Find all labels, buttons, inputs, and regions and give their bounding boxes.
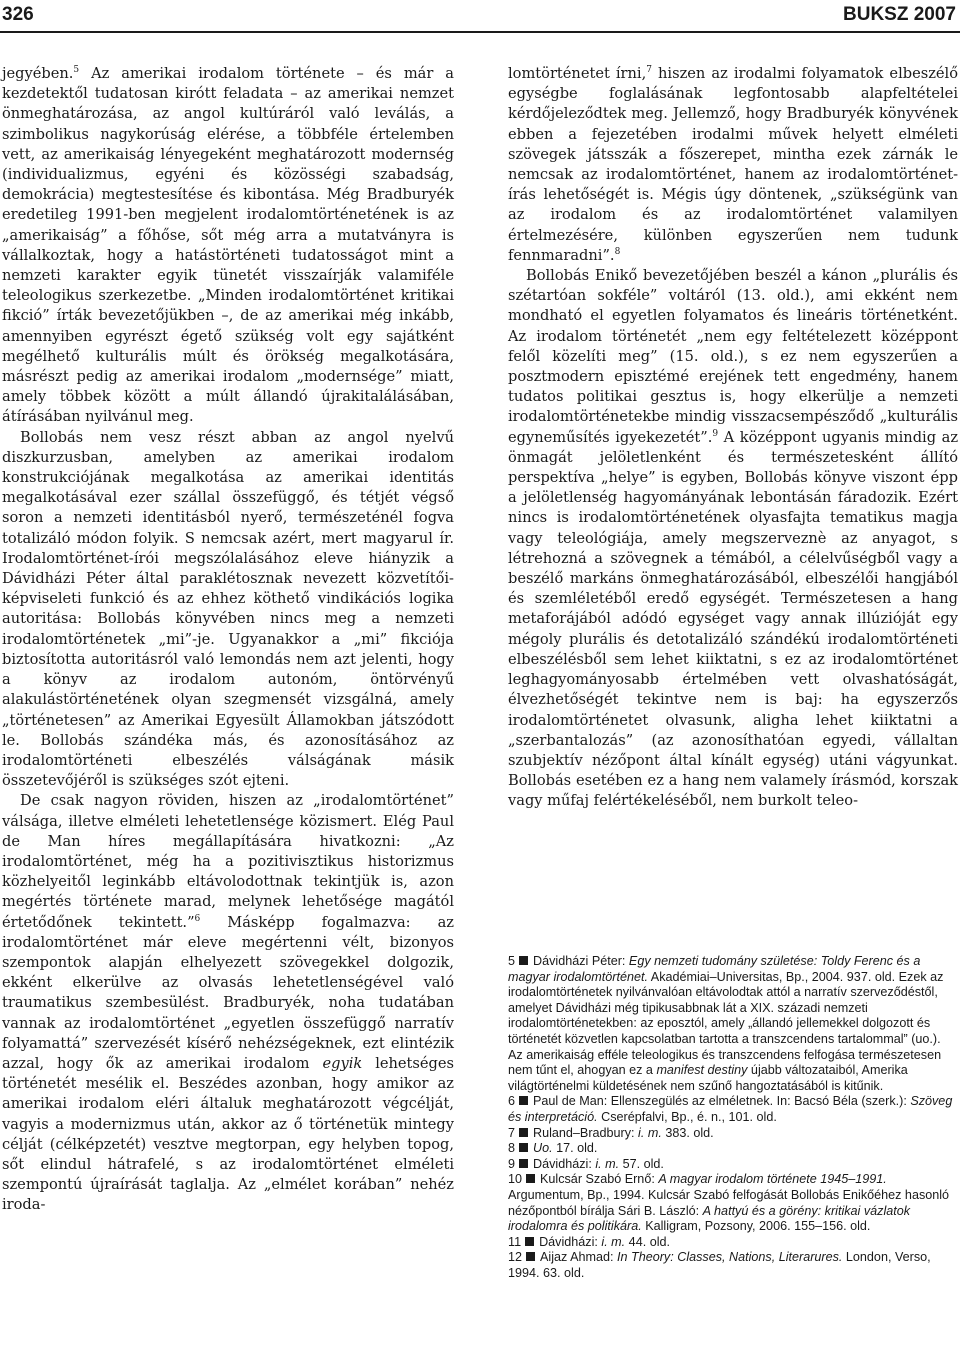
footnote-number: 9 bbox=[508, 1156, 516, 1171]
journal-title: BUKSZ 2007 bbox=[843, 4, 956, 25]
body-paragraph: jegyében.$^5$ Az amerikai irodalom története – és már a kezdetektől tudatosan kirótt feladata – az amerikai nemzet önmeghatározása, az angol kultúráról való leválás, a szimbolikus nagykorúság elérése, a többféle értelemben vett, az amerikaiság lényegeként meghatározott modernség (individualizmus, egyéni és közösségi szabadság, demokrácia) megtestesítése és kibontása. Még Bradburyék eredetileg 1991-ben megjelent irodalomtörténetének is az „amerikaiság” a főhőse, sőt még arra a mutatványra is vállalkoztak, hogy a hatástörténeti tudatosságot mint a nemzeti karakter egyik tünetét visszaírják valamiféle teleologikus szerkezetbe. „Minden irodalomtörténet kritikai fikció” írták bevezetőjükben –, de az amerikai még inkább, amennyiben egyrészt égető szükség volt egy sajátként megélhető kulturális múlt és örökség megalkotására, másrészt pedig az amerikai irodalom „modernsége” miatt, amely többek között a múlt állandó újrakitalálásában, átírásában nyilvánul meg. bbox=[2, 65, 454, 426]
square-bullet-icon bbox=[519, 1159, 528, 1168]
square-bullet-icon bbox=[526, 1174, 535, 1183]
footnote-text: Ruland–Bradbury: i. m. 383. old. bbox=[533, 1125, 714, 1140]
footnote bbox=[508, 1250, 958, 1281]
body-paragraph: Bollobás nem vesz részt abban az angol nyelvű diszkurzusban, amelyben az amerikai irodalom konstrukciójának megalkotása az amerikai identitás megalkotásával ezer szállal összefüggő, és tétjét végső soron a nemzeti identitásból nyerő, természeténél fogva totalizáló módon folyik. S nemcsak azért, mert magyarul ír. Irodalomtörténet-írói megszólalásához eleve hiányzik a Dávidházi Péter által paraklétosznak nevezett közvetítői-képviseleti funkció és az ehhez köthető vindikációs logika autoritása: Bollobás könyvében nincs meg a nemzeti irodalomtörténetek „mi”-je. Ugyanakkor a „mi” fikciója biztosította autoritásról való lemondás nem azt jelenti, hogy a könyv az irodalom autonóm, öntörvényű alakulástörténetének olyan szegmensét vizsgálná, amely „történetesen” az Amerikai Egyesült Államokban játszódott le. Bollobás szándéka más, és azonosításához az irodalomtörténeti elbeszélés válságának másik összetevőjéről is szükséges szót ejteni. bbox=[2, 428, 454, 790]
footnote bbox=[508, 1235, 958, 1251]
square-bullet-icon bbox=[525, 1237, 534, 1246]
left-column bbox=[2, 64, 454, 1216]
footnote-number: 10 bbox=[508, 1172, 523, 1187]
page-header bbox=[0, 0, 960, 44]
footnote-text: Kulcsár Szabó Ernő: A magyar irodalom története 1945–1991. Argumentum, Bp., 1994. Kulcsár Szabó felfogását Bollobás Enikőéhez hasonló nézőpontból bírálja Sári B. László: A hattyú és a görény: kritikai vázlatok irodalomra és politikára. Kalligram, Pozsony, 2006. 155–156. old. bbox=[508, 1172, 950, 1234]
footnote-number: 5 bbox=[508, 954, 516, 968]
square-bullet-icon bbox=[519, 1128, 528, 1137]
footnote bbox=[508, 1157, 958, 1173]
footnote bbox=[508, 1094, 958, 1125]
square-bullet-icon bbox=[519, 1096, 528, 1105]
footnote-text: Paul de Man: Ellenszegülés az elméletnek. In: Bacsó Béla (szerk.): Szöveg és interpretáció. Cserépfalvi, Bp., é. n., 101. old. bbox=[508, 1094, 953, 1124]
footnote-text: Dávidházi: i. m. 44. old. bbox=[539, 1234, 670, 1249]
body-paragraph: lomtörténetet írni,$^7$ hiszen az irodalmi folyamatok elbeszélő egységbe foglalásának legfontosabb alapfeltételei kérdőjeleződtek meg. Jellemző, hogy Bradburyék könyvének ebben a fejezetében irodalmi művek helyett elméleti szövegek játsszák a főszerepet, mintha ezek zárnák le nemcsak az irodalomtörténet, hanem az irodalomtörténet-írás lehetőségét is. Mégis úgy döntenek, „szükségünk van az irodalom és az irodalomtörténet valamilyen értelmezésére, különben egyszerűen nem tudunk fennmaradni”.$^8$ bbox=[508, 65, 958, 264]
footnote bbox=[508, 1126, 958, 1142]
footnote-text: Dávidházi: i. m. 57. old. bbox=[533, 1156, 664, 1171]
right-column bbox=[508, 64, 958, 812]
footnote-text: Uo. 17. old. bbox=[533, 1141, 598, 1156]
header-rule bbox=[0, 31, 960, 33]
footnote bbox=[508, 954, 958, 1094]
body-paragraph: De csak nagyon röviden, hiszen az „irodalomtörténet” válsága, illetve elméleti lehetetlensége közismert. Elég Paul de Man híres megállapítására hivatkozni: „Az irodalomtörténet, még ha a pozitivisztikus historizmus közhelyeitől leginkább eltávolodottnak tekintjük is, azon megértés története marad, melynek lehetősége magától értetődőnek tekintett.”$^6$ Másképp fogalmazva: az irodalomtörténet már eleve megértenni vélt, bizonyos szempontok alapján elhelyezett szövegekkel dolgozik, ekként elkerülve az olvasás lehetetlenségével való traumatikus szembesülést. Bradburyék, noha tudatában vannak az irodalomtörténet „egyetlen összefüggő narratív folyamattá” szervezését kísérő nehézségeknek, ezt elintézik azzal, hogy ők az amerikai irodalom egyik lehetséges történetét mesélik el. Beszédes azonban, hogy amikor az amerikai irodalom eléri általuk meghatározott végcélját, vagyis a modernizmus után, akkor az ő történetük mintegy célját (célképzetét) vesztve megtorpan, egy helyben topog, sőt elindul hátrafelé, s az irodalomtörténet elméleti szempontú újraírását taglalja. Az „elmélet korában” nehéz iroda- bbox=[2, 792, 455, 1214]
square-bullet-icon bbox=[519, 956, 528, 965]
footnote bbox=[508, 1172, 958, 1234]
footnotes bbox=[508, 954, 958, 1281]
square-bullet-icon bbox=[526, 1252, 535, 1261]
body-paragraph: Bollobás Enikő bevezetőjében beszél a kánon „plurális és szétartóan sokféle” voltáról (13. old.), ami ekként nem mondható el egyetlen folyamatos és lineáris történetként. Az irodalom történetét „nem egy feltételezett középpont felől közelíti meg” (15. old.), s ez nem egyszerűen a posztmodern episztémé erejének tett engedmény, hanem tudatos politikai gesztus is, hogy elkerülje a nemzeti irodalomtörténetekbe mindig visszacsempésződő „kulturális egyneműsítés igyekezetét”.$^9$ A középpont ugyanis mindig az önmagát jelöletlenként és természetesként állító perspektíva „helye” is egyben, Bollobás könyve viszont épp a jelöletlenség hagyományának lebontásán fáradozik. Ezért nincs is irodalomtörténetének olyasfajta tematikus magja vagy teleológiája, amely megszerveznè az anyagot, s létrehozná a szövegnek a témából, a célelvűségből vagy a beszélő markáns önmeghatározásából, elbeszélői hangjából és szemléletéből eredő egységét. Természetesen a hang metaforájából adódó egységet vagy annak illúzióját egy mégoly plurális és detotalizáló szándékú irodalomtörténeti elbeszélésből sem lehet kiiktatni, s ez az irodalomtörténet leghagyományosabb értelmében vett olvashatóságát, élvezhetőségét tekintve nem is baj: ha egyszerzős irodalomtörténetet olvasunk, aligha lehet kiiktatni a „szerbantalozás” (az azonosíthatóan egyedi, vállaltan szubjektív nézőpont által kínált egység) utáni vágyunkat. Bollobás esetében ez a hang nem valamely írásmód, korszak vagy műfaj felértékeléséből, nem burkolt teleo- bbox=[508, 267, 959, 810]
footnote-number: 12 bbox=[508, 1250, 523, 1265]
page-number: 326 bbox=[2, 4, 34, 25]
footnote-text: Aijaz Ahmad: In Theory: Classes, Nations, Literarures. London, Verso, 1994. 63. old. bbox=[508, 1250, 931, 1280]
footnote-text: Dávidházi Péter: Egy nemzeti tudomány születése: Toldy Ferenc és a magyar irodalomtörténet. Akadémiai–Universitas, Bp., 2004. 937. old. Ezek az irodalomtörténetek nyilvánvalóan eltávolodtak attól a narratív szerveződéstől, amelyet Dávidházi még tipikusabbnak lát a XIX. századi nemzeti irodalomtörténetekben: az eposztól, amely „állandó jellemekkel dolgozott és történetét közvetlen kapcsolatban tartotta a transzcendens tartalommal” (uo.). Az amerikaiság efféle teleologikus és transzcendens felfogása természetesen nem tűnt el, ahogyan ez a manifest destiny újabb változataiból, Amerika világtörténelmi küldetésének nem szűnő hangoztatásából is kitűnik. bbox=[508, 954, 944, 1093]
footnote bbox=[508, 1141, 958, 1157]
footnote-number: 11 bbox=[508, 1234, 522, 1249]
square-bullet-icon bbox=[519, 1143, 528, 1152]
footnote-number: 6 bbox=[508, 1094, 516, 1109]
footnote-number: 7 bbox=[508, 1125, 516, 1140]
footnote-number: 8 bbox=[508, 1141, 516, 1156]
